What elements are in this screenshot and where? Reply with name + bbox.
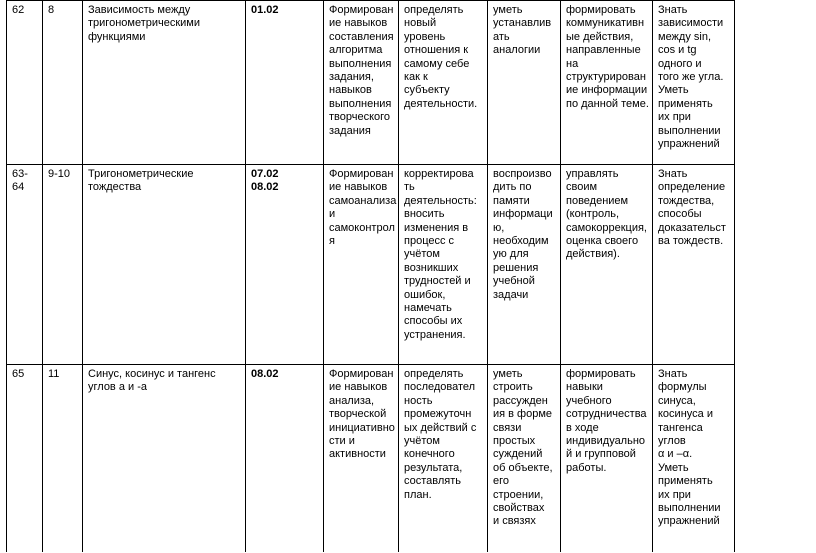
cell-text-line: алгоритма (329, 44, 383, 57)
cell-text-line: углов а и -а (88, 381, 147, 394)
cell-text-line: Формирован (329, 368, 394, 380)
subject-results-cell (653, 165, 735, 365)
cell-text-line: их при (658, 488, 691, 501)
cell-text-line: действия). (566, 248, 620, 261)
lesson-type-cell (324, 1, 399, 165)
cell-text-line: я (329, 235, 335, 248)
cell-text-line: результата, (404, 461, 463, 474)
cell-text-line: ие навыков (329, 17, 388, 30)
cell-text-line: сти и (329, 435, 355, 448)
cell-text-line: ю, (493, 221, 505, 234)
cell-text-line: возникших (404, 261, 459, 274)
cell-text-line: устранения. (404, 328, 466, 341)
cell-text-line: Уметь (658, 461, 689, 474)
cell-text-line: структурирован (566, 71, 646, 84)
cell-text-line: творческой (329, 408, 387, 421)
cell-text-line: 01.02 (251, 4, 279, 16)
cell-text-line: ность (404, 394, 433, 407)
cell-text-line: 07.02 (251, 168, 279, 180)
cell-text-line: направленные (566, 44, 641, 57)
cell-text-line: коммуникативн (566, 17, 645, 30)
cell-text-line: дить по (493, 181, 532, 194)
cell-text-line: способы их (404, 315, 463, 328)
cell-text-line: воспроизво (493, 168, 552, 180)
cell-text-line: об объекте, (493, 461, 553, 474)
topic-cell (83, 365, 246, 553)
cell-text-line: ия в форме (493, 408, 553, 421)
cell-text-line: ва тождеств. (658, 235, 724, 248)
topic-lesson-number-cell (43, 365, 83, 553)
cell-text-line: план. (404, 488, 432, 501)
cell-text-line: 08.02 (251, 181, 279, 194)
cell-text-line: ать (493, 30, 510, 43)
topic-cell (83, 165, 246, 365)
cell-text-line: деятельность: (404, 194, 477, 207)
cell-text-line: его (493, 475, 510, 488)
cell-text-line: активности (329, 448, 386, 461)
cell-text-line: (контроль, (566, 208, 620, 221)
cell-text-line: упражнений (658, 138, 720, 151)
date-cell (246, 165, 324, 365)
cell-text-line: способы (658, 208, 702, 221)
table-row (7, 165, 735, 365)
cell-text-line: упражнений (658, 515, 720, 528)
table-row (7, 365, 735, 553)
cell-text-line: памяти (493, 194, 530, 207)
cell-text-line: доказательст (658, 221, 726, 234)
cell-text-line: Формирован (329, 4, 394, 16)
cell-text-line: их при (658, 111, 691, 124)
cell-text-line: ошибок, (404, 288, 446, 301)
cell-text-line: суждений (493, 448, 543, 461)
cell-text-line: применять (658, 475, 713, 488)
cell-text-line: сотрудничества (566, 408, 647, 421)
cell-text-line: выполнении (658, 124, 721, 137)
cell-text-line: работы. (566, 461, 607, 474)
cell-text-line: косинуса и (658, 408, 713, 421)
cognitive-uud-cell (488, 1, 561, 165)
lesson-type-cell (324, 165, 399, 365)
cell-text-line: 08.02 (251, 368, 279, 380)
lesson-type-cell (324, 365, 399, 553)
communicative-uud-cell (561, 1, 653, 165)
date-cell (246, 1, 324, 165)
cell-text-line: деятельности. (404, 97, 478, 110)
cell-text-line: индивидуально (566, 435, 646, 448)
cell-text-line: одного и (658, 57, 702, 70)
cell-text-line: самому себе (404, 57, 470, 70)
cell-text-line: самоанализа (329, 194, 397, 207)
cell-text-line: функциями (88, 30, 146, 43)
cell-text-line: тангенса (658, 421, 703, 434)
cell-text-line: уметь (493, 368, 523, 380)
cell-text-line: поведением (566, 194, 629, 207)
subject-results-cell (653, 365, 735, 553)
cell-text-line: учётом (404, 248, 440, 261)
communicative-uud-cell (561, 165, 653, 365)
cell-text-line: оценка своего (566, 235, 639, 248)
lesson-number-cell (7, 365, 43, 553)
cell-text-line: 65 (12, 368, 25, 380)
cell-text-line: Знать (658, 4, 688, 16)
cell-text-line: намечать (404, 302, 452, 315)
cell-text-line: корректирова (404, 168, 474, 180)
cell-text-line: аналогии (493, 44, 541, 57)
cell-text-line: й и групповой (566, 448, 636, 461)
regulatory-uud-cell (399, 165, 488, 365)
cell-text-line: Знать (658, 168, 688, 180)
cell-text-line: между sin, (658, 30, 712, 43)
cell-text-line: субъекту (404, 84, 450, 97)
cell-text-line: уровень (404, 30, 446, 43)
cell-text-line: последовател (404, 381, 476, 394)
regulatory-uud-cell (399, 365, 488, 553)
cell-text-line: определение (658, 181, 726, 194)
cell-text-line: новый (404, 17, 437, 30)
cell-text-line: простых (493, 435, 536, 448)
cell-text-line: самокоррекция, (566, 221, 647, 234)
cognitive-uud-cell (488, 365, 561, 553)
cell-text-line: учебной (493, 275, 535, 288)
cell-text-line: изменения в (404, 221, 469, 234)
cell-text-line: управлять (566, 168, 619, 180)
cell-text-line: решения (493, 261, 539, 274)
cell-text-line: 62 (12, 4, 25, 16)
cell-text-line: 11 (48, 368, 60, 380)
cell-text-line: определять (404, 368, 464, 380)
cell-text-line: рассужден (493, 394, 548, 407)
cell-text-line: самоконтрол (329, 221, 395, 234)
cell-text-line: того же угла. (658, 71, 724, 84)
cell-text-line: задания (329, 124, 371, 137)
cell-text-line: определять (404, 4, 464, 16)
cell-text-line: выполнении (658, 502, 721, 515)
cell-text-line: cos и tg (658, 44, 697, 57)
cell-text-line: Формирован (329, 168, 394, 180)
cell-text-line: ие навыков (329, 381, 388, 394)
cell-text-line: Тригонометрические (88, 168, 194, 180)
topic-lesson-number-cell (43, 165, 83, 365)
cell-text-line: творческого (329, 111, 391, 124)
cell-text-line: ть (404, 181, 415, 194)
cell-text-line: 64 (12, 181, 25, 194)
cell-text-line: строении, (493, 488, 544, 501)
cell-text-line: своим (566, 181, 598, 194)
cognitive-uud-cell (488, 165, 561, 365)
cell-text-line: составлять (404, 475, 462, 488)
cell-text-line: формировать (566, 4, 636, 16)
cell-text-line: трудностей и (404, 275, 471, 288)
cell-text-line: ые действия, (566, 30, 634, 43)
cell-text-line: информаци (493, 208, 553, 221)
cell-text-line: необходим (493, 235, 549, 248)
cell-text-line: по данной теме. (566, 97, 649, 110)
cell-text-line: 63- (12, 168, 28, 180)
cell-text-line: Уметь (658, 84, 689, 97)
cell-text-line: строить (493, 381, 533, 394)
cell-text-line: конечного (404, 448, 455, 461)
cell-text-line: Зависимость между (88, 4, 191, 16)
cell-text-line: Знать (658, 368, 688, 380)
cell-text-line: ую для (493, 248, 529, 261)
topic-cell (83, 1, 246, 165)
cell-text-line: учётом (404, 435, 440, 448)
cell-text-line: в ходе (566, 421, 599, 434)
cell-text-line: инициативно (329, 421, 395, 434)
cell-text-line: синуса, (658, 394, 696, 407)
cell-text-line: свойствах (493, 502, 545, 515)
cell-text-line: 8 (48, 4, 55, 16)
cell-text-line: Синус, косинус и тангенс (88, 368, 216, 380)
table-row (7, 1, 735, 165)
cell-text-line: учебного (566, 394, 612, 407)
cell-text-line: навыки (566, 381, 603, 394)
cell-text-line: тригонометрическими (88, 17, 201, 30)
cell-text-line: 9-10 (48, 168, 71, 180)
cell-text-line: применять (658, 97, 713, 110)
subject-results-cell (653, 1, 735, 165)
cell-text-line: устанавлив (493, 17, 552, 30)
cell-text-line: формулы (658, 381, 707, 394)
lesson-number-cell (7, 165, 43, 365)
cell-text-line: формировать (566, 368, 636, 380)
lesson-number-cell (7, 1, 43, 165)
cell-text-line: на (566, 57, 579, 70)
cell-text-line: α и –α. (658, 448, 693, 461)
cell-text-line: составления (329, 30, 394, 43)
cell-text-line: задания, (329, 71, 374, 84)
cell-text-line: задачи (493, 288, 529, 301)
cell-text-line: и (329, 208, 336, 221)
cell-text-line: промежуточн (404, 408, 472, 421)
cell-text-line: углов (658, 435, 686, 448)
cell-text-line: вносить (404, 208, 445, 221)
cell-text-line: зависимости (658, 17, 724, 30)
regulatory-uud-cell (399, 1, 488, 165)
cell-text-line: уметь (493, 4, 523, 16)
cell-text-line: ие информации (566, 84, 648, 97)
topic-lesson-number-cell (43, 1, 83, 165)
cell-text-line: тождества, (658, 194, 715, 207)
cell-text-line: выполнения (329, 97, 392, 110)
cell-text-line: связи (493, 421, 522, 434)
lesson-plan-table (6, 0, 735, 552)
cell-text-line: ых действий с (404, 421, 477, 434)
communicative-uud-cell (561, 365, 653, 553)
cell-text-line: навыков (329, 84, 372, 97)
cell-text-line: выполнения (329, 57, 392, 70)
cell-text-line: процесс с (404, 235, 455, 248)
date-cell (246, 365, 324, 553)
cell-text-line: и связях (493, 515, 536, 528)
cell-text-line: отношения к (404, 44, 469, 57)
cell-text-line: как к (404, 71, 428, 84)
cell-text-line: ие навыков (329, 181, 388, 194)
cell-text-line: анализа, (329, 394, 375, 407)
cell-text-line: тождества (88, 181, 142, 194)
